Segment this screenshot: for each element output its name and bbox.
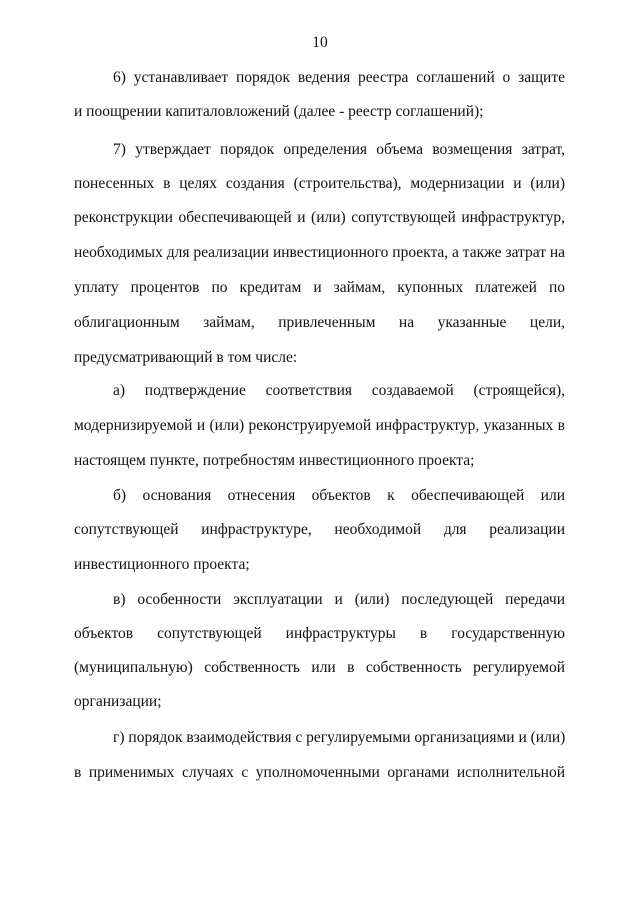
text-line: (муниципальную) собственность или в собственность регулируемой bbox=[74, 659, 565, 676]
text-line: реконструкции обеспечивающей и (или) сопутствующей инфраструктур, bbox=[74, 209, 565, 226]
text-line: в применимых случаях с уполномоченными органами исполнительной bbox=[74, 764, 565, 781]
text-line: г) порядок взаимодействия с регулируемыми организациями и (или) bbox=[113, 729, 566, 746]
text-line: в) особенности эксплуатации и (или) последующей передачи bbox=[113, 591, 565, 608]
text-line: б) основания отнесения объектов к обеспечивающей или bbox=[113, 487, 565, 504]
text-line: необходимых для реализации инвестиционного проекта, а также затрат на bbox=[74, 244, 566, 261]
text-line: и поощрении капиталовложений (далее - реестр соглашений); bbox=[74, 103, 484, 120]
text-line: сопутствующей инфраструктуре, необходимой для реализации bbox=[74, 521, 565, 538]
text-line: организации; bbox=[74, 693, 162, 710]
text-line: инвестиционного проекта; bbox=[74, 556, 250, 573]
text-line: понесенных в целях создания (строительства), модернизации и (или) bbox=[74, 175, 565, 192]
text-line: предусматривающий в том числе: bbox=[74, 349, 298, 366]
text-line: модернизируемой и (или) реконструируемой инфраструктур, указанных в bbox=[74, 417, 565, 434]
text-line: объектов сопутствующей инфраструктуры в государственную bbox=[74, 625, 565, 642]
text-line: 6) устанавливает порядок ведения реестра соглашений о защите bbox=[113, 69, 565, 86]
page-number: 10 bbox=[312, 34, 328, 51]
text-line: настоящем пункте, потребностям инвестиционного проекта; bbox=[74, 452, 475, 469]
text-line: облигационным займам, привлеченным на указанные цели, bbox=[74, 314, 565, 331]
text-line: 7) утверждает порядок определения объема возмещения затрат, bbox=[113, 141, 565, 158]
text-line: уплату процентов по кредитам и займам, купонных платежей по bbox=[74, 279, 565, 296]
text-line: а) подтверждение соответствия создаваемой (строящейся), bbox=[113, 382, 565, 399]
